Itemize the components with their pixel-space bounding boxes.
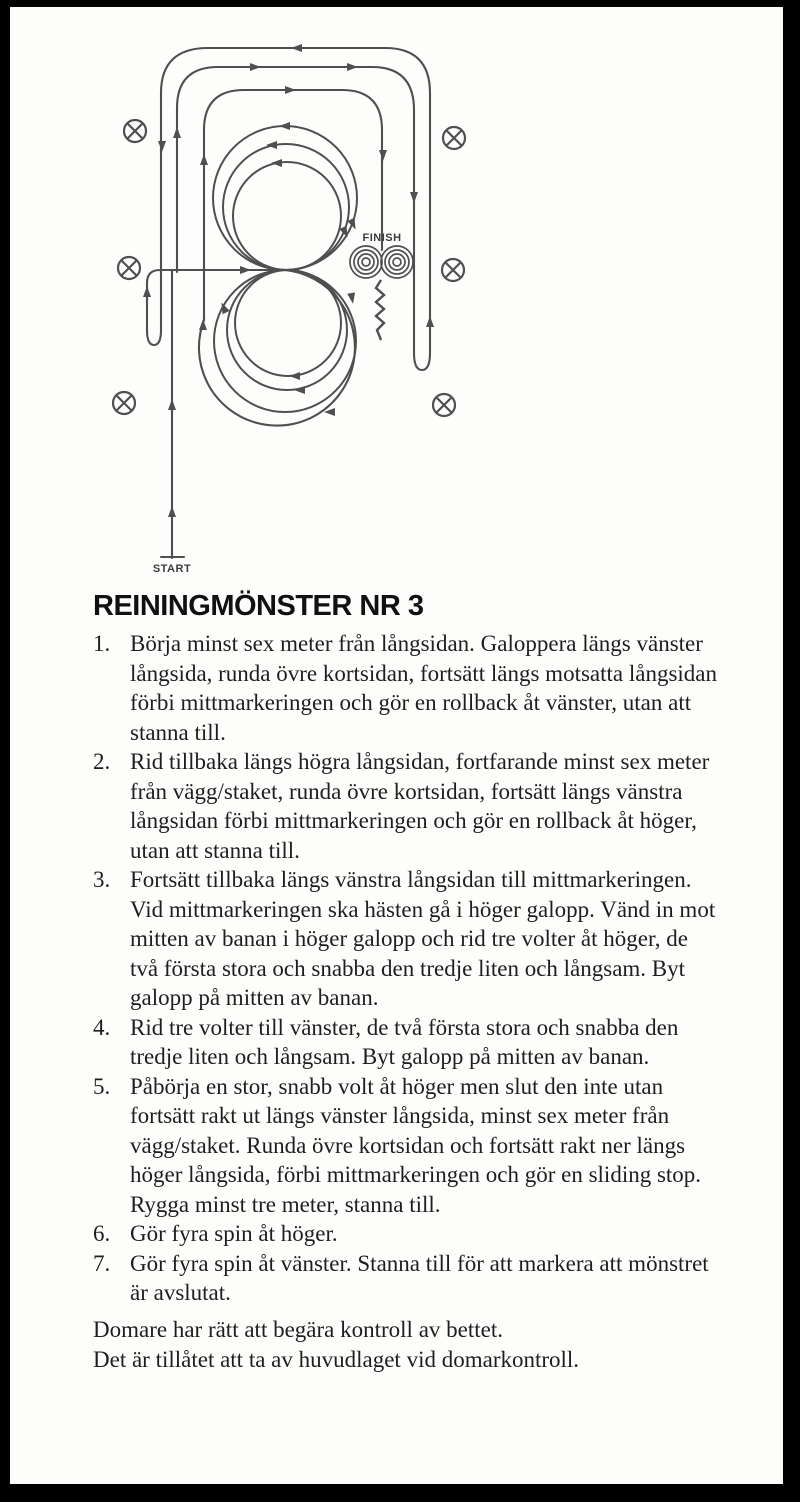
item-number: 5. [93,1073,111,1099]
start-label: START [152,563,192,575]
bottom-circles [214,270,356,412]
item-text: Börja minst sex meter från långsidan. Galoppera längs vänster långsida, runda övre kortsidan, fortsätt längs motsatta långsidan förbi mittmarkeringen och gör en rollback åt vänster, utan att stanna till. [130,631,718,745]
list-item [93,1219,733,1249]
spin-spirals [350,246,413,278]
circled-x-marker [442,259,464,281]
circled-x-marker [118,257,140,279]
final-rundown-path [199,90,382,426]
arena-loop-paths [147,48,430,558]
list-item [93,747,733,865]
item-number: 1. [93,631,111,656]
footer-line-bridle-removal: Det är tillåtet att ta av huvudlaget vid domarkontroll. [93,1346,580,1372]
item-number: 2. [93,749,111,774]
list-item [93,629,733,747]
item-number: 6. [93,1221,111,1246]
direction-arrows [143,44,434,517]
arena-markers [113,120,465,416]
item-number: 7. [93,1250,111,1276]
item-text: Gör fyra spin åt höger. [130,1221,338,1246]
circled-x-marker [113,392,135,414]
list-item [93,1249,733,1308]
sliding-stop-zigzag [376,280,384,340]
instruction-list [93,629,733,1308]
item-text: Fortsätt tillbaka längs vänstra långsidan till mittmarkeringen. Vid mittmarkeringen ska hästen gå i höger galopp. Vänd in mot mitten av banan i höger galopp och rid tre volter åt höger, de två första stora och snabba den tredje liten och långsam. Byt galopp på mitten av banan. [130,867,716,1010]
list-item [93,1013,733,1072]
scanned-page [10,7,783,1484]
instructions-section [93,590,733,1375]
finish-label: FINISH [362,232,402,244]
item-text: Rid tillbaka längs högra långsidan, fortfarande minst sex meter från vägg/staket, runda övre kortsidan, fortsätt längs vänstra långsidan förbi mittmarkeringen och gör en rollback åt höger, utan att stanna till. [130,749,710,863]
rollback-route-path [147,48,430,370]
reining-pattern-diagram [0,0,800,590]
circled-x-marker [433,394,455,416]
page-title: REININGMÖNSTER NR 3 [93,590,424,622]
footer-line-judge-bit-check: Domare har rätt att begära kontroll av bettet. [93,1316,503,1342]
item-number: 4. [93,1014,111,1040]
footer-notes [93,1315,733,1375]
item-text: Rid tre volter till vänster, de två första stora och snabba den tredje liten och långsam. Byt galopp på mitten av banan. [130,1014,679,1069]
list-item [93,865,733,1013]
item-text: Påbörja en stor, snabb volt åt höger men slut den inte utan fortsätt rakt ut längs vänster långsida, minst sex meter från vägg/staket. Runda övre kortsidan och fortsätt rakt ner längs höger långsida, förbi mittmarkeringen och gör en sliding stop. Rygga minst tre meter, stanna till. [130,1073,702,1217]
circled-x-marker [124,120,146,142]
top-circles [213,126,357,270]
circled-x-marker [443,127,465,149]
item-number: 3. [93,867,111,892]
item-text: Gör fyra spin åt vänster. Stanna till för att markera att mönstret är avslutat. [130,1250,709,1305]
list-item [93,1072,733,1220]
